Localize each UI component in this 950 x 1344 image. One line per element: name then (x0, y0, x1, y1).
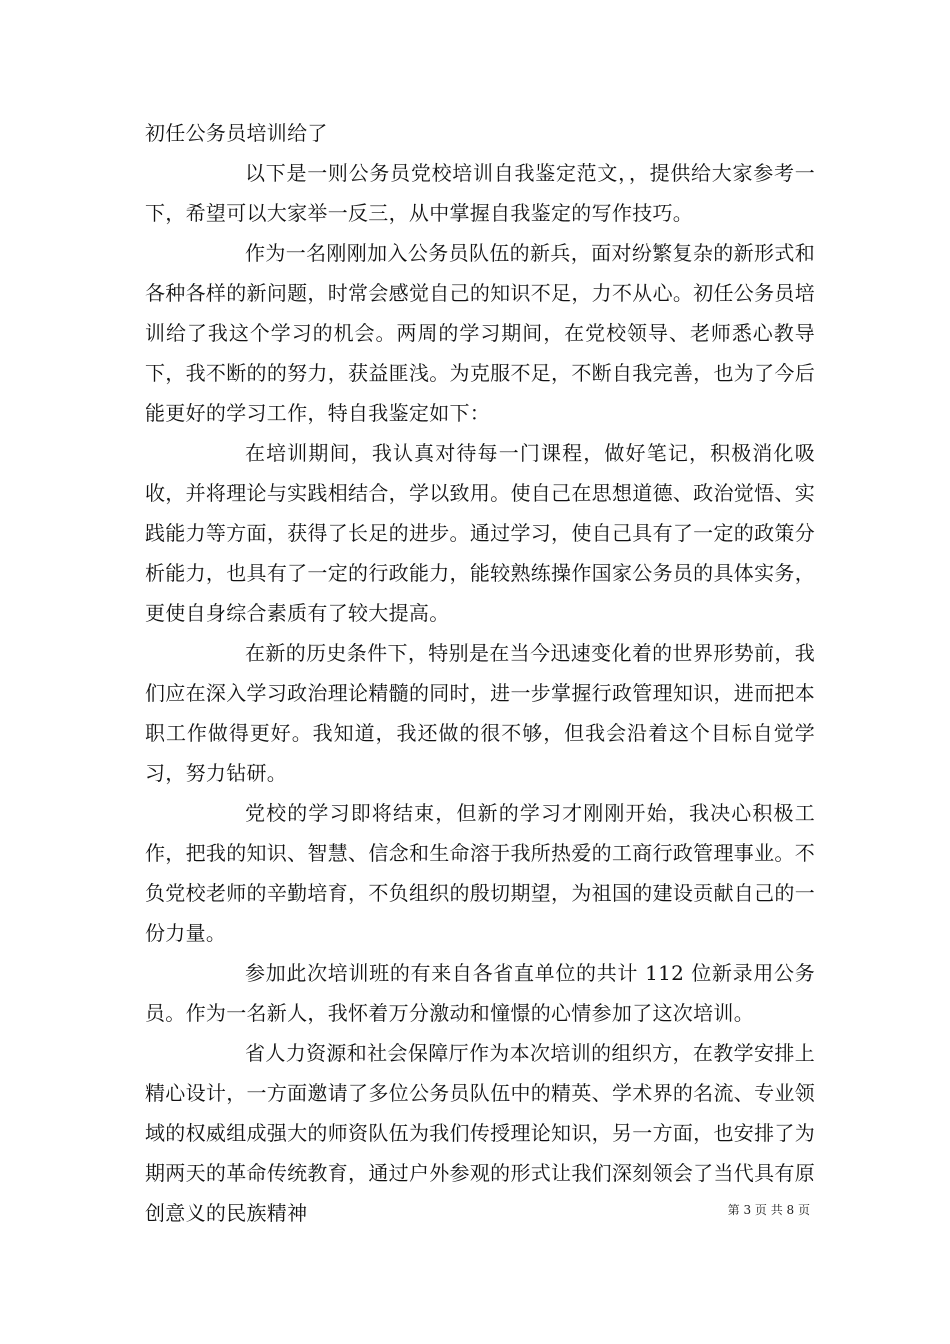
page-number: 第 3 页 共 8 页 (727, 1203, 810, 1217)
paragraph-ending: 党校的学习即将结束，但新的学习才刚刚开始，我决心积极工作，把我的知识、智慧、信念和生命溶于我所热爱的工商行政管理事业。不负党校老师的辛勤培育，不负组织的殷切期望，为祖国的建设贡献自己的一份力量。 (145, 801, 815, 945)
paragraph-participants: 参加此次培训班的有来自各省直单位的共计 112 位新录用公务员。作为一名新人，我怀着万分激动和憧憬的心情参加了这次培训。 (145, 961, 815, 1025)
document-body (145, 113, 815, 1233)
paragraph-training-period: 在培训期间，我认真对待每一门课程，做好笔记，积极消化吸收，并将理论与实践相结合，学以致用。使自己在思想道德、政治觉悟、实践能力等方面，获得了长足的进步。通过学习，使自己具有了一定的政策分析能力，也具有了一定的行政能力，能较熟练操作国家公务员的具体实务，更使自身综合素质有了较大提高。 (145, 441, 815, 625)
document-heading: 初任公务员培训给了 (145, 121, 328, 145)
paragraph-organizer: 省人力资源和社会保障厅作为本次培训的组织方，在教学安排上精心设计，一方面邀请了多位公务员队伍中的精英、学术界的名流、专业领域的权威组成强大的师资队伍为我们传授理论知识，另一方面，也安排了为期两天的革命传统教育，通过户外参观的形式让我们深刻领会了当代具有原创意义的民族精神 (145, 1041, 815, 1225)
paragraph-historical-conditions: 在新的历史条件下，特别是在当今迅速变化着的世界形势前，我们应在深入学习政治理论精髓的同时，进一步掌握行政管理知识，进而把本职工作做得更好。我知道，我还做的很不够，但我会沿着这个目标自觉学习，努力钻研。 (145, 641, 815, 785)
paragraph-intro: 以下是一则公务员党校培训自我鉴定范文，，提供给大家参考一下，希望可以大家举一反三，从中掌握自我鉴定的写作技巧。 (145, 161, 815, 225)
paragraph-newcomer: 作为一名刚刚加入公务员队伍的新兵，面对纷繁复杂的新形式和各种各样的新问题，时常会感觉自己的知识不足，力不从心。初任公务员培训给了我这个学习的机会。两周的学习期间，在党校领导、老师悉心教导下，我不断的的努力，获益匪浅。为克服不足，不断自我完善，也为了今后能更好的学习工作，特自我鉴定如下： (145, 241, 815, 425)
